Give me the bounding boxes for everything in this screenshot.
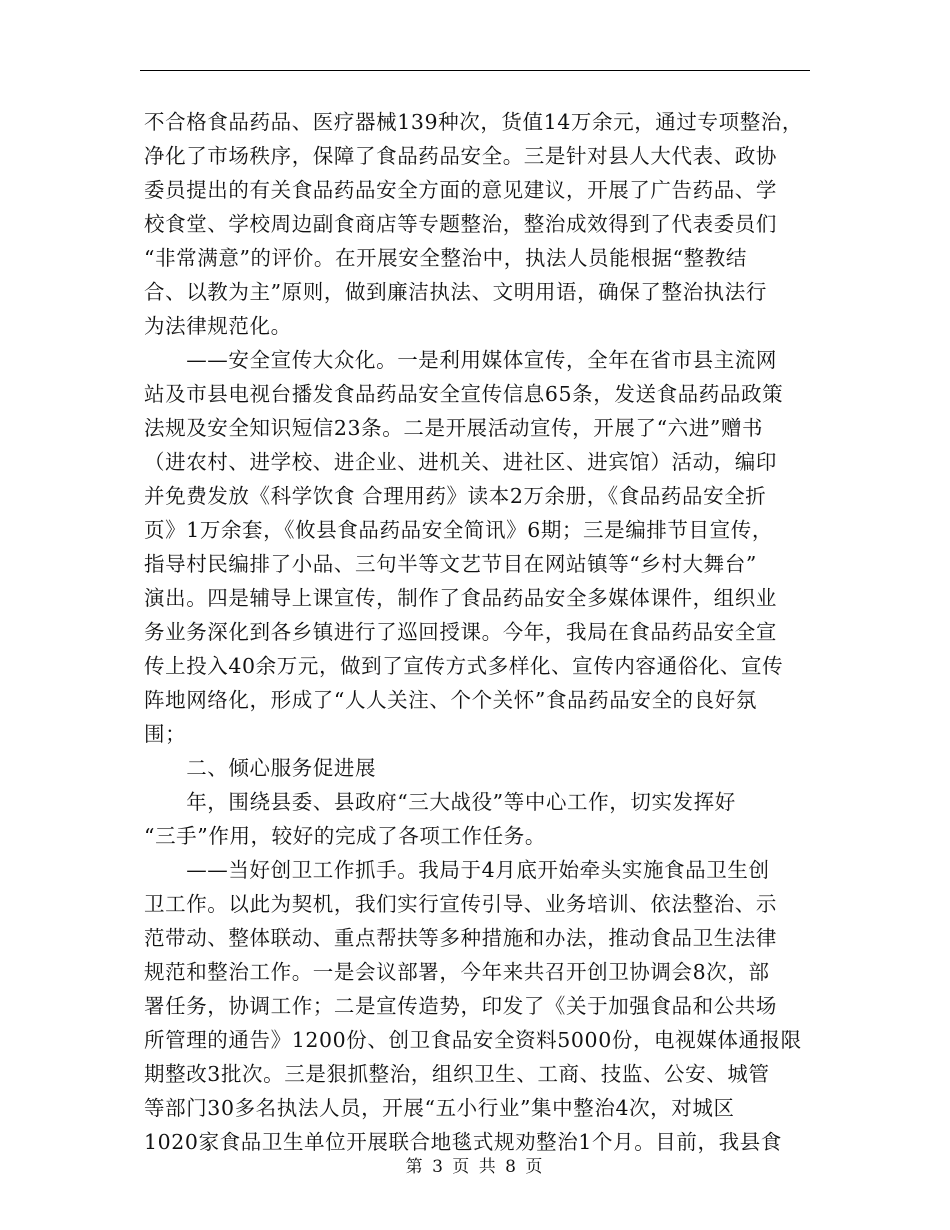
text-line: 为法律规范化。: [144, 314, 292, 338]
text-line: 署任务，协调工作；二是宣传造势，印发了《关于加强食品和公共场: [144, 994, 777, 1018]
text-line: “非常满意”的评价。在开展安全整治中，执法人员能根据“整教结: [144, 246, 747, 270]
text-line: 校食堂、学校周边副食商店等专题整治，整治成效得到了代表委员们: [144, 212, 777, 236]
text-line: 委员提出的有关食品药品安全方面的意见建议，开展了广告药品、学: [144, 178, 777, 202]
text-line: 所管理的通告》1200份、创卫食品安全资料5000份，电视媒体通报限: [144, 1028, 802, 1052]
text-line: （进农村、进学校、进企业、进机关、进社区、进宾馆）活动，编印: [144, 450, 777, 474]
text-line: 演出。四是辅导上课宣传，制作了食品药品安全多媒体课件，组织业: [144, 586, 777, 610]
text-line: 围；: [144, 722, 187, 746]
text-line: 务业务深化到各乡镇进行了巡回授课。今年，我局在食品药品安全宣: [144, 620, 777, 644]
text-line: 卫工作。以此为契机，我们实行宣传引导、业务培训、依法整治、示: [144, 892, 777, 916]
text-line: 范带动、整体联动、重点帮扶等多种措施和办法，推动食品卫生法律: [144, 926, 777, 950]
text-line: 站及市县电视台播发食品药品安全宣传信息65条，发送食品药品政策: [144, 382, 784, 406]
text-line: 指导村民编排了小品、三句半等文艺节目在网站镇等“乡村大舞台”: [144, 552, 757, 576]
text-line: 合、以教为主”原则，做到廉洁执法、文明用语，确保了整治执法行: [144, 280, 767, 304]
header-rule: [140, 70, 810, 71]
text-line: 阵地网络化，形成了“人人关注、个个关怀”食品药品安全的良好氛: [144, 688, 757, 712]
text-line: 等部门30多名执法人员，开展“五小行业”集中整治4次，对城区: [144, 1096, 735, 1120]
text-line: 1020家食品卫生单位开展联合地毯式规劝整治1个月。目前，我县食: [144, 1130, 782, 1154]
text-line: ——安全宣传大众化。一是利用媒体宣传，全年在省市县主流网: [144, 348, 777, 372]
text-line: 年，围绕县委、县政府“三大战役”等中心工作，切实发挥好: [144, 790, 736, 814]
text-line: 期整改3批次。三是狠抓整治，组织卫生、工商、技监、公安、城管: [144, 1062, 770, 1086]
text-line: 净化了市场秩序，保障了食品药品安全。三是针对县人大代表、政协: [144, 144, 777, 168]
text-line: 法规及安全知识短信23条。二是开展活动宣传，开展了“六进”赠书: [144, 416, 764, 440]
text-line: ——当好创卫工作抓手。我局于4月底开始牵头实施食品卫生创: [144, 858, 770, 882]
page-footer: 第 3 页 共 8 页: [405, 1157, 545, 1177]
body-text: [144, 105, 810, 1159]
text-line: 不合格食品药品、医疗器械139种次，货值14万余元，通过专项整治，: [144, 110, 804, 134]
text-line: 规范和整治工作。一是会议部署，今年来共召开创卫协调会8次，部: [144, 960, 770, 984]
text-line: 并免费发放《科学饮食 合理用药》读本2万余册，《食品药品安全折: [144, 484, 767, 508]
text-line: 传上投入40余万元，做到了宣传方式多样化、宣传内容通俗化、宣传: [144, 654, 784, 678]
text-line: 二、倾心服务促进展: [144, 756, 377, 780]
text-line: 页》1万余套，《攸县食品药品安全简讯》6期；三是编排节目宣传，: [144, 518, 773, 542]
text-line: “三手”作用，较好的完成了各项工作任务。: [144, 824, 546, 848]
